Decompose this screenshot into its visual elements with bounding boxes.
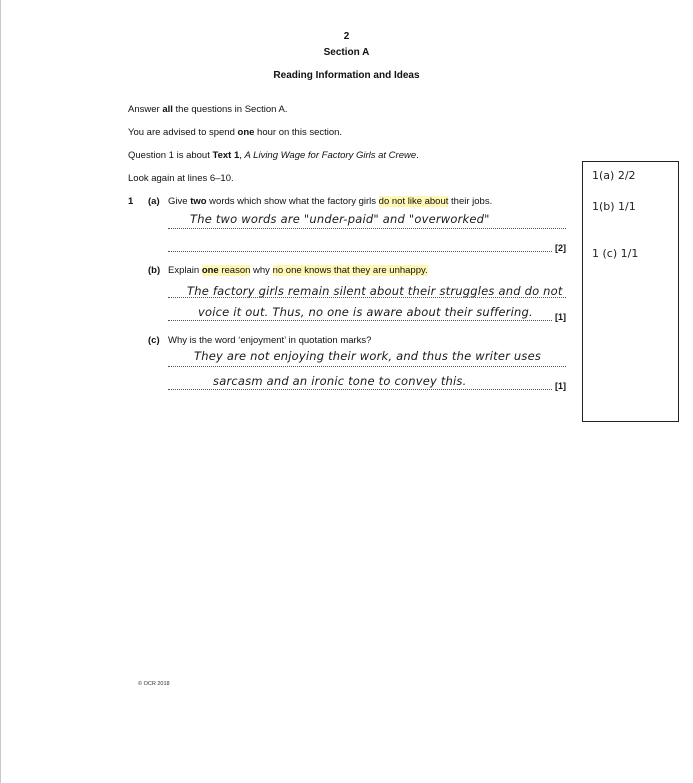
instruction-lines: Look again at lines 6–10. bbox=[128, 173, 234, 184]
instruction-text-reference bbox=[128, 150, 419, 161]
answer-line bbox=[168, 228, 566, 229]
question-text: their jobs. bbox=[448, 196, 493, 207]
part-c-question: Why is the word ‘enjoyment’ in quotation marks? bbox=[168, 335, 372, 346]
instruction-answer-all bbox=[128, 104, 288, 115]
handwritten-answer-c-line1: They are not enjoying their work, and thus the writer uses bbox=[194, 349, 542, 363]
instruction-text: , bbox=[239, 150, 245, 161]
examiner-marks-box bbox=[582, 161, 679, 422]
question-number: 1 bbox=[128, 196, 134, 207]
section-title: Section A bbox=[323, 47, 370, 58]
part-a-label: (a) bbox=[148, 196, 160, 207]
highlighted-text: do not like about bbox=[378, 196, 449, 207]
handwritten-answer-a-line1: The two words are "under-paid" and "overworked" bbox=[190, 212, 490, 226]
question-text: why bbox=[250, 265, 273, 276]
highlighted-text: reason bbox=[218, 265, 251, 276]
part-c-label: (c) bbox=[148, 335, 160, 346]
section-subtitle: Reading Information and Ideas bbox=[273, 70, 420, 81]
score-1b: 1(b) 1/1 bbox=[592, 200, 636, 213]
answer-line bbox=[168, 297, 566, 298]
answer-line bbox=[168, 251, 552, 252]
highlighted-text: no one knows that they are unhappy. bbox=[272, 265, 428, 276]
handwritten-answer-b-line1: The factory girls remain silent about their struggles and do not bbox=[187, 284, 563, 298]
answer-line bbox=[168, 389, 552, 390]
score-1a: 1(a) 2/2 bbox=[592, 169, 636, 182]
handwritten-answer-c-line2: sarcasm and an ironic tone to convey this. bbox=[213, 374, 467, 388]
instruction-bold: all bbox=[162, 104, 173, 115]
marks-b: [1] bbox=[555, 312, 566, 322]
instruction-time bbox=[128, 127, 342, 138]
highlighted-bold: one bbox=[201, 265, 219, 276]
part-b-label: (b) bbox=[148, 265, 161, 276]
marks-a: [2] bbox=[555, 243, 566, 253]
page-number: 2 bbox=[343, 31, 350, 42]
answer-line bbox=[168, 366, 566, 367]
instruction-text: . bbox=[416, 150, 419, 161]
instruction-bold: one bbox=[237, 127, 255, 138]
text-title: A Living Wage for Factory Girls at Crewe bbox=[244, 150, 417, 161]
page-edge bbox=[0, 0, 1, 783]
handwritten-answer-b-line2: voice it out. Thus, no one is aware about their suffering. bbox=[198, 305, 533, 319]
instruction-bold: Text 1 bbox=[212, 150, 240, 161]
answer-line bbox=[168, 320, 552, 321]
instruction-text: Question 1 is about bbox=[128, 150, 213, 161]
question-text: Explain bbox=[168, 265, 202, 276]
question-text: words which show what the factory girls bbox=[206, 196, 379, 207]
marks-c: [1] bbox=[555, 381, 566, 391]
instruction-text: You are advised to spend bbox=[128, 127, 238, 138]
part-b-question bbox=[168, 265, 428, 276]
question-bold: two bbox=[190, 196, 207, 207]
copyright: © OCR 2018 bbox=[138, 681, 170, 687]
instruction-text: hour on this section. bbox=[254, 127, 343, 138]
question-text: Give bbox=[168, 196, 191, 207]
instruction-text: Answer bbox=[128, 104, 163, 115]
score-1c: 1 (c) 1/1 bbox=[592, 247, 639, 260]
part-a-question bbox=[168, 196, 492, 207]
instruction-text: the questions in Section A. bbox=[172, 104, 288, 115]
